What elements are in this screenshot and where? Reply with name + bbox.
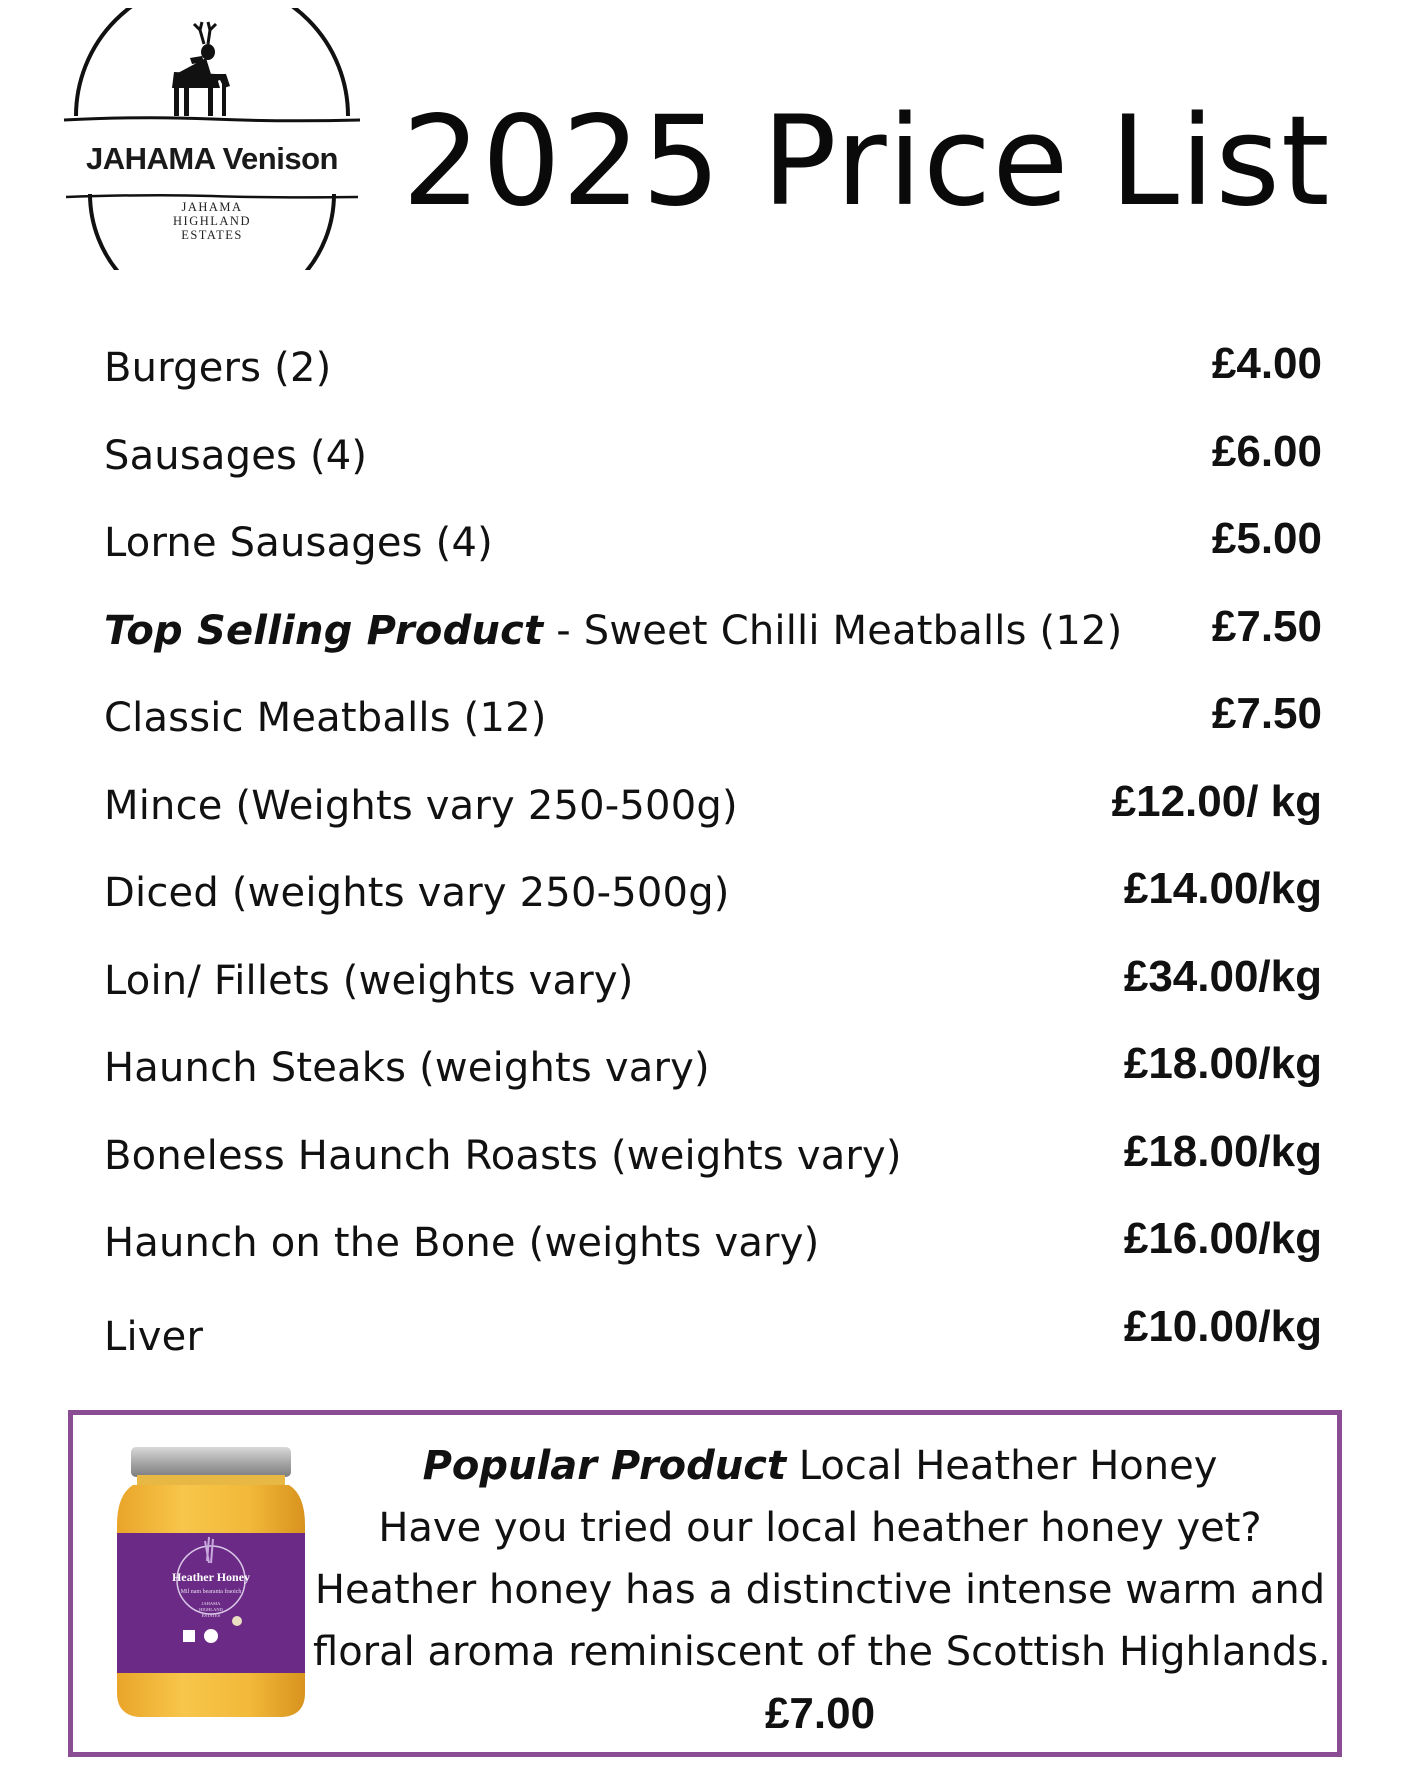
price-row [104, 338, 1322, 426]
price-row [104, 426, 1322, 514]
honey-text-line: Heather honey has a distinctive intense warm and [314, 1567, 1326, 1613]
item-name: Sausages (4) [104, 432, 368, 479]
price-row [104, 1213, 1322, 1301]
item-price: £14.00/kg [1123, 864, 1322, 913]
jar-brand-line: HIGHLAND [199, 1607, 223, 1612]
item-name: Mince (Weights vary 250-500g) [104, 782, 738, 829]
price-row [104, 1038, 1322, 1126]
item-price: £7.50 [1211, 689, 1322, 738]
honey-description [313, 1435, 1331, 1745]
item-price: £7.50 [1211, 601, 1322, 651]
item-price: £10.00/kg [1123, 1301, 1322, 1351]
item-name: Lorne Sausages (4) [104, 520, 493, 566]
item-name: Haunch Steaks (weights vary) [104, 1045, 710, 1091]
item-price: £5.00 [1211, 514, 1322, 563]
brand-subtitle [62, 200, 362, 242]
brand-subtitle-line: JAHAMA [181, 200, 243, 214]
honey-text-line: floral aroma reminiscent of the Scottish Highlands. [313, 1629, 1331, 1675]
item-price: £4.00 [1211, 339, 1322, 388]
item-name: Loin/ Fillets (weights vary) [104, 957, 634, 1004]
item-name: Haunch on the Bone (weights vary) [104, 1220, 820, 1266]
price-row [104, 601, 1322, 689]
item-price: £12.00/ kg [1111, 776, 1322, 826]
item-name-text: - Sweet Chilli Meatballs (12) [543, 607, 1123, 654]
price-row [104, 863, 1322, 951]
honey-jar-icon [113, 1445, 309, 1725]
item-name: Liver [104, 1313, 204, 1360]
page-title: 2025 Price List [402, 90, 1331, 234]
item-price: £18.00/kg [1123, 1126, 1322, 1176]
jar-brand-line: JAHAMA [201, 1601, 221, 1606]
price-row [104, 1126, 1322, 1214]
item-name: Diced (weights vary 250-500g) [104, 870, 730, 916]
item-price: £34.00/kg [1123, 951, 1322, 1001]
price-row [104, 776, 1322, 864]
item-price: £18.00/kg [1123, 1039, 1322, 1088]
item-price: £6.00 [1211, 426, 1322, 476]
price-row [104, 513, 1322, 601]
item-price: £16.00/kg [1123, 1214, 1322, 1263]
honey-jar-image [113, 1445, 309, 1725]
honey-price: £7.00 [764, 1689, 876, 1738]
item-name: Burgers (2) [104, 345, 332, 391]
honey-title: Local Heather Honey [786, 1443, 1218, 1489]
item-name: Boneless Haunch Roasts (weights vary) [104, 1132, 902, 1179]
brand-subtitle-line: HIGHLAND [173, 214, 251, 228]
price-row [104, 1301, 1322, 1389]
popular-product-label: Popular Product [422, 1443, 787, 1489]
price-row [104, 951, 1322, 1039]
honey-heading [313, 1435, 1327, 1497]
brand-logo [62, 8, 362, 270]
jar-label: Heather Honey [171, 1570, 251, 1584]
deer-icon [172, 22, 230, 116]
price-row [104, 688, 1322, 776]
item-name: Classic Meatballs (12) [104, 695, 547, 741]
honey-promo-box [68, 1410, 1342, 1757]
price-list [104, 338, 1322, 1388]
brand-name: JAHAMA Venison [86, 141, 338, 176]
item-name [104, 601, 1122, 661]
honey-text-line: Have you tried our local heather honey yet? [378, 1505, 1262, 1551]
jar-brand-line: ESTATES [201, 1613, 221, 1618]
top-selling-label: Top Selling Product [104, 607, 544, 654]
jar-sublabel: Mil nam bearanta fraoich [180, 1589, 242, 1595]
brand-subtitle-line: ESTATES [181, 228, 243, 242]
